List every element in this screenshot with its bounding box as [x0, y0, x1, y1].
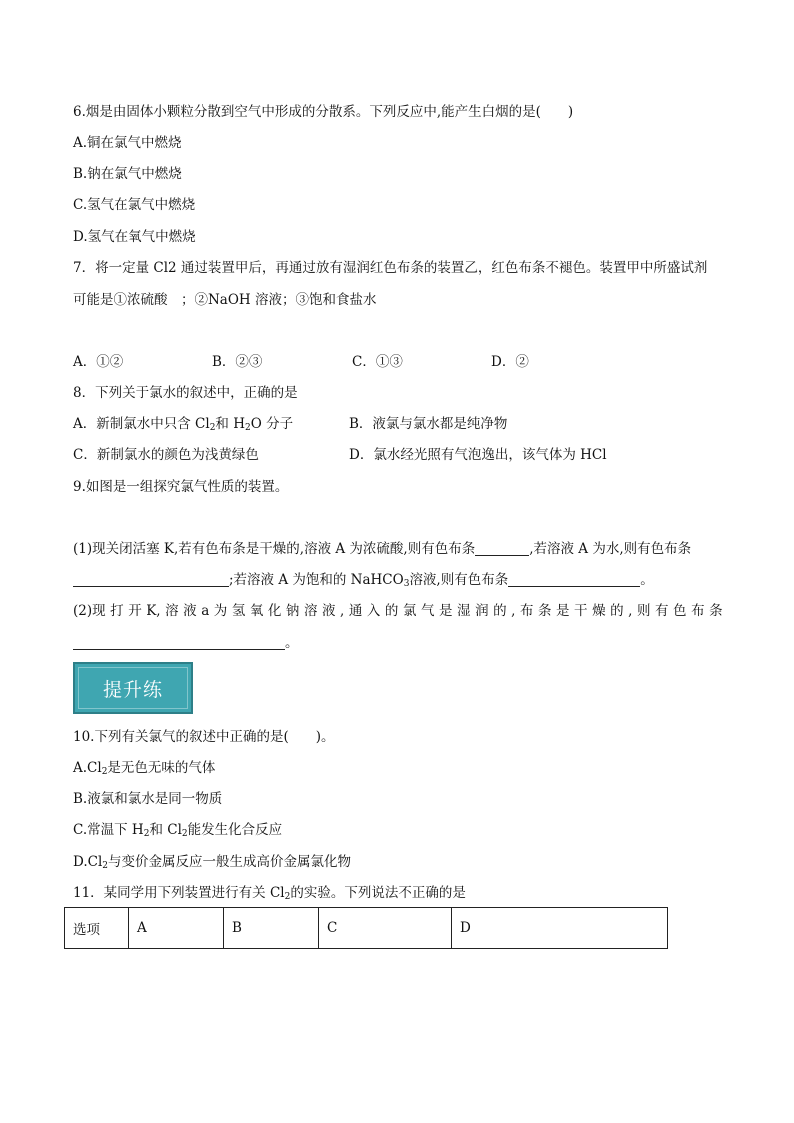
q7-option-b: B．②③ [212, 354, 263, 370]
q7-option-a: A．①② [73, 354, 124, 370]
q7-stem-line2: 可能是①浓硫酸 ；②NaOH 溶液；③饱和食盐水 [73, 292, 377, 308]
q6-stem: 6.烟是由固体小颗粒分散到空气中形成的分散系。下列反应中,能产生白烟的是( ) [73, 104, 574, 120]
q9-part2-line2: 。 [73, 633, 299, 653]
q6-option-c: C.氢气在氯气中燃烧 [73, 197, 196, 213]
q9-part2-line1: (2)现 打 开 K, 溶 液 a 为 氢 氧 化 钠 溶 液 , 通 入 的 氯 气 是 湿 润 的 , 布 条 是 干 燥 的 , 则 有 色 布 条 [73, 603, 723, 619]
q8-option-d: D．氯水经光照有气泡逸出，该气体为 HCl [349, 447, 607, 463]
q9-blank-4[interactable] [73, 635, 285, 650]
table-row [65, 908, 668, 949]
q11-options-table [64, 907, 668, 949]
q9-blank-2[interactable] [73, 572, 229, 587]
q7-option-d: D．② [491, 354, 529, 370]
q10-option-d: $D.Cl_2$与变价金属反应一般生成高价金属氯化物 [73, 854, 352, 871]
section-badge [73, 662, 193, 714]
q7-option-c: C．①③ [352, 354, 403, 370]
q10-option-c: C.常温下 $H_2$和 $Cl_2$能发生化合反应 [73, 822, 283, 839]
q8-option-c: C．新制氯水的颜色为浅黄绿色 [73, 447, 259, 463]
table-header-cell: C [319, 908, 452, 949]
badge-inner-border [78, 667, 188, 709]
q11-stem: 11．某同学用下列装置进行有关 $Cl_2$的实验。下列说法不正确的是 [73, 885, 466, 902]
q6-option-d: D.氢气在氧气中燃烧 [73, 229, 196, 245]
table-header-cell: A [129, 908, 224, 949]
table-header-cell: 选项 [65, 908, 129, 949]
q9-part1-line2: ;若溶液 A 为饱和的 NaHCO$_3$溶液,则有色布条 。 [73, 570, 654, 594]
q8-option-b: B．液氯与氯水都是纯净物 [349, 416, 508, 432]
q6-option-b: B.钠在氯气中燃烧 [73, 166, 182, 182]
q6-option-a: A.铜在氯气中燃烧 [73, 135, 182, 151]
q9-blank-3[interactable] [508, 572, 640, 587]
q10-stem: 10.下列有关氯气的叙述中正确的是( )。 [73, 729, 335, 745]
q10-option-b: B.液氯和氯水是同一物质 [73, 791, 223, 807]
q8-stem: 8．下列关于氯水的叙述中，正确的是 [73, 385, 298, 401]
q9-stem: 9.如图是一组探究氯气性质的装置。 [73, 479, 289, 495]
q9-blank-1[interactable] [475, 541, 529, 556]
table-header-cell: D [452, 908, 668, 949]
section-badge-label: 提升练 [102, 678, 163, 701]
q10-option-a: $A.Cl_2$是无色无味的气体 [73, 760, 216, 777]
table-header-cell: B [224, 908, 319, 949]
q8-option-a: A．新制氯水中只含 $Cl_2$和 $H_2O$ 分子 [73, 416, 294, 433]
q9-part1-line1: (1)现关闭活塞 K,若有色布条是干燥的,溶液 A 为浓硫酸,则有色布条 ,若溶液 A 为水,则有色布条 [73, 541, 692, 557]
q7-stem-line1: 7．将一定量 Cl2 通过装置甲后，再通过放有湿润红色布条的装置乙，红色布条不褪色。装置甲中所盛试剂 [73, 260, 708, 276]
